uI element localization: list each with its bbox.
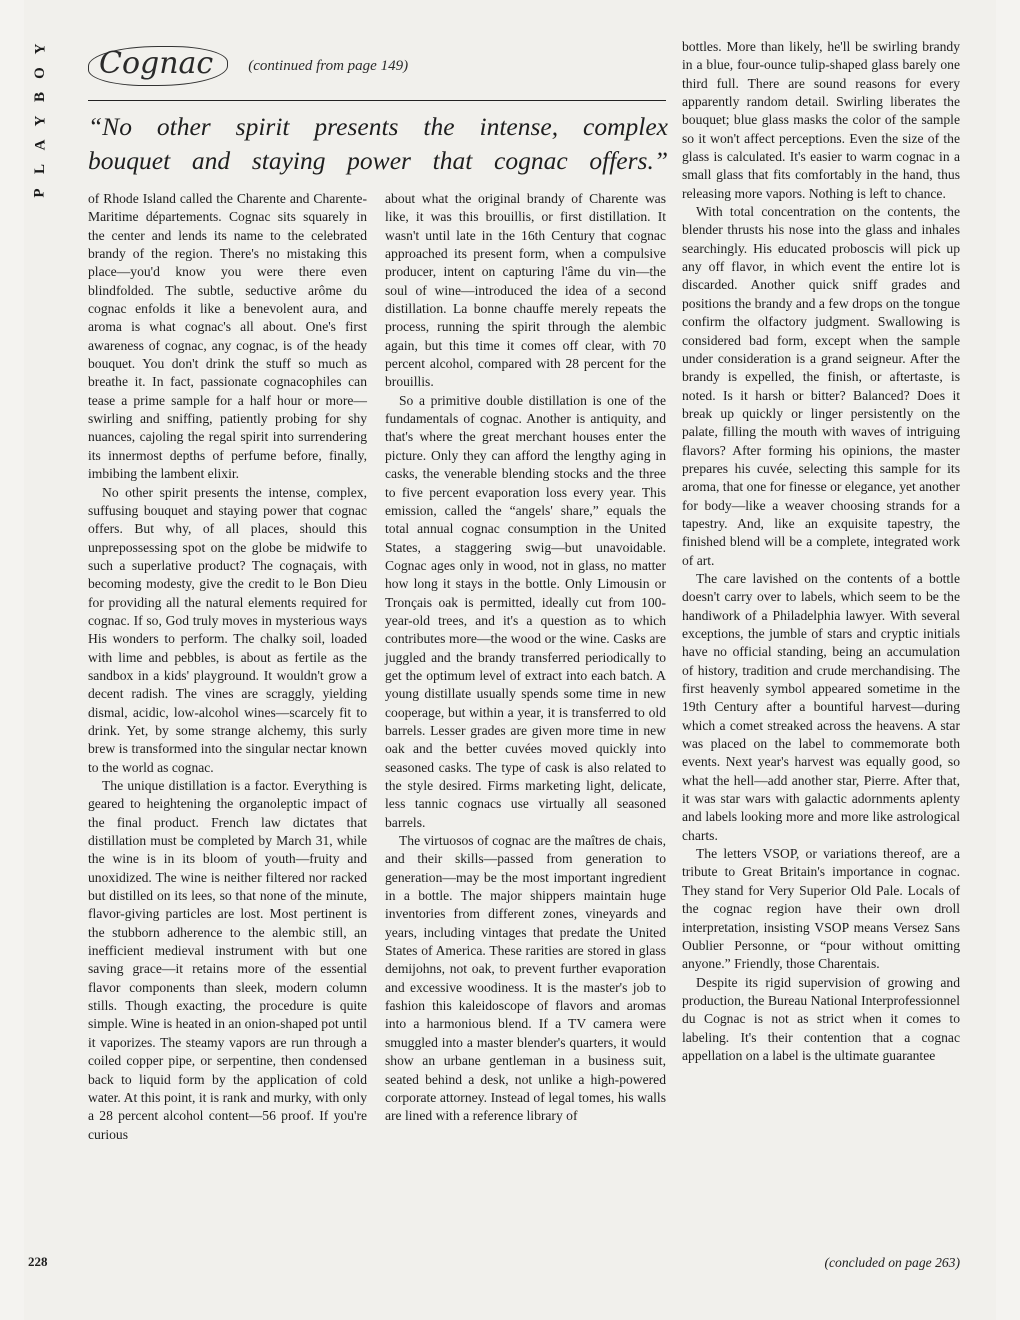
page-number: 228 bbox=[28, 1254, 48, 1269]
concluded-note: (concluded on page 263) bbox=[824, 1255, 960, 1270]
paragraph: Despite its rigid supervision of growing and production, the Bureau National Interprofessionnel du Cognac is not as strict when it comes to labeling. It's their contention that a cognac appellation on a label is the ultimate guarantee bbox=[682, 974, 960, 1063]
magazine-name-letter: A bbox=[32, 139, 48, 151]
magazine-name-letter: Y bbox=[32, 115, 48, 127]
paragraph: about what the original brandy of Charente was like, it was this brouillis, or first distillation. It wasn't until late in the 16th Century that cognac approached its present form, when a compulsive producer, intent on capturing l'âme du vin—the soul of wine—introduced the idea of a second distillation. La bonne chauffe merely repeats the process, running the spirit through the alembic again, but this time it comes off clear, with 70 percent alcohol, compared with 28 percent for the brouillis. bbox=[385, 191, 666, 390]
paragraph: The care lavished on the contents of a bottle doesn't carry over to labels, which seem to be the handiwork of a Philadelphia lawyer. With several exceptions, the jumble of stars and cryptic initials have no official standing, being an accumulation of history, tradition and crude merchandising. The first heavenly symbol appeared sometime in the 19th Century after a bountiful harvest—during which a comet streaked across the heavens. A star was placed on the label to commemorate both events. Next year's harvest was equally good, so what the hell—add another star, Pierre. After that, it was star wars with galactic adornments aplenty and labels looking more and more like astrological charts. bbox=[682, 570, 960, 843]
paragraph: So a primitive double distillation is one of the fundamentals of cognac. Another is antiquity, and that's where the great merchant houses enter the picture. Only they can afford the lengthy aging in casks, the venerable blending stocks and the three to five percent evaporation loss every year. This emission, called the “angels' share,” equals the total annual cognac consumption in the United States, a staggering swig—but unavoidable. Cognac ages only in wood, not in glass, no matter how long it stays in the bottle. Only Limousin or Tronçais oak is permitted, ideally cut from 100-year-old trees, and it's a question as to which contributes more—the wood or the wine. Casks are juggled and the brandy transferred periodically to get the optimum level of extract into each batch. A young distillate usually spends some time in new cooperage, but within a year, it is transferred to old barrels. Lesser grades are given more time in new oak and the better cuvées moved quickly into seasoned casks. The type of cask is also related to the style desired. Firms marketing light, delicate, less tannic cognacs use virtually all seasoned barrels. bbox=[385, 392, 666, 830]
magazine-name-vertical bbox=[28, 40, 52, 202]
paragraph: No other spirit presents the intense, complex, suffusing bouquet and staying power that cognac offers. But why, of all places, should this unprepossessing spot on the globe be midwife to such a superlative product? The cognaçais, with becoming modesty, give the credit to le Bon Dieu for providing all the natural elements required for cognac. If so, God truly moves in mysterious ways His wonders to perform. The chalky soil, loaded with lime and pebbles, is about as fertile as the sandbox in a kids' playground. It wouldn't grow a decent radish. The vines are scraggly, yielding dismal, acidic, low-alcohol wines—scarcely fit to drink. Yet, by some strange alchemy, this surly brew is transformed into the singular nectar known to the world as cognac. bbox=[88, 484, 367, 775]
magazine-name-letter: P bbox=[31, 188, 48, 198]
text-column-3 bbox=[682, 38, 960, 1065]
magazine-name-letter: B bbox=[31, 91, 48, 103]
magazine-name-letter: O bbox=[31, 67, 48, 79]
text-column-1 bbox=[88, 190, 367, 1144]
paragraph: The letters VSOP, or variations thereof, are a tribute to Great Britain's importance in cognac. They stand for Very Superior Old Pale. Locals of the cognac region have their own droll interpretation, insisting VSOP means Versez Sans Oublier Personne, or “pour without omitting anyone.” Friendly, those Charentais. bbox=[682, 846, 960, 972]
paragraph: bottles. More than likely, he'll be swirling brandy in a blue, four-ounce tulip-shaped glass barely one third full. There are sound reasons for every apparently random detail. Swirling liberates the bouquet; blue glass masks the color of the sample so it won't affect perceptions. Even the size of the glass is calculated. It's easier to warm cognac in a small glass that fits comfortably in the hand, thus releasing more vapors. Nothing is left to chance. bbox=[682, 39, 960, 201]
cognac-logo: Cognac bbox=[88, 46, 228, 86]
pull-quote-line: “No other spirit presents the intense, complex bbox=[88, 112, 668, 141]
article-header bbox=[88, 38, 668, 94]
continued-note: (continued from page 149) bbox=[248, 57, 409, 74]
pull-quote-line: bouquet and staying power that cognac offers.” bbox=[88, 146, 668, 175]
text-column-2 bbox=[385, 190, 666, 1126]
paragraph: of Rhode Island called the Charente and Charente-Maritime départements. Cognac sits squarely in the center and lends its name to the celebrated brandy of the region. There's no mistaking this place—you'd know you were there even blindfolded. The subtle, seductive arôme du cognac enfolds it like a benevolent aura, and aroma is what cognac's all about. One's first awareness of cognac, any cognac, is of the heady bouquet. You don't drink the stuff so much as breathe it. In fact, passionate cognacophiles can tease a prime sample for a half hour or more—swirling and sniffing, patiently probing for shy nuances, cajoling the regal spirit into surrendering its innermost depths of perfume before, finally, imbibing the lambent elixir. bbox=[88, 191, 367, 482]
magazine-name-letter: Y bbox=[32, 43, 48, 55]
magazine-name-letter: L bbox=[31, 163, 48, 175]
header-rule bbox=[88, 100, 666, 101]
pull-quote bbox=[88, 110, 668, 178]
paragraph: With total concentration on the contents, the blender thrusts his nose into the glass and inhales searchingly. His educated proboscis will pick up any off flavor, in which event the entire lot is discarded. Another quick sniff grades and positions the brandy and a few drops on the tongue confirm the olfactory judgment. Swallowing is considered bad form, except when the sample under consideration is a grand seigneur. After the brandy is expelled, the finish, or aftertaste, is noted. Is it harsh or bitter? Balanced? Does it break up quickly or linger persistently on the palate, filling the mouth with waves of intriguing flavors? After forming his opinions, the master prepares his cuvée, selecting this sample for its aroma, that one for finesse or elegance, yet another for body—like a weaver choosing strands for a tapestry. And, like an exquisite tapestry, the finished blend will be a complete, integrated work of art. bbox=[682, 204, 960, 568]
paragraph: The virtuosos of cognac are the maîtres de chais, and their skills—passed from generation to generation—may be the most important ingredient in a bottle. The major shippers maintain huge inventories from different zones, vineyards and years, including vintages that predate the United States of America. These rarities are stored in glass demijohns, not oak, to prevent further evaporation and excessive woodiness. It is the master's job to fashion this kaleidoscope of flavors and aromas into a harmonious blend. If a TV camera were smuggled into a master blender's quarters, it would show an urbane gentleman in a business suit, seated behind a desk, not unlike a high-powered corporate attorney. Instead of legal tomes, his walls are lined with a reference library of bbox=[385, 833, 666, 1124]
paragraph: The unique distillation is a factor. Everything is geared to heightening the organoleptic impact of the final product. French law dictates that distillation must be completed by March 31, while the wine is in its bloom of youth—fruity and unoxidized. The wine is neither filtered nor racked but distilled on its lees, so that none of the minute, flavor-giving particles are lost. Most pertinent is the stubborn adherence to the alembic still, an inefficient medieval instrument with but one saving grace—it retains more of the essential flavor components than sleek, modern column stills. Though exacting, the procedure is quite simple. Wine is heated in an onion-shaped pot until it vaporizes. The steamy vapors are run through a coiled copper pipe, or serpentine, then condensed back to liquid form by the application of cold water. At this point, it is rank and murky, with only a 28 percent alcohol content—56 proof. If you're curious bbox=[88, 778, 367, 1142]
